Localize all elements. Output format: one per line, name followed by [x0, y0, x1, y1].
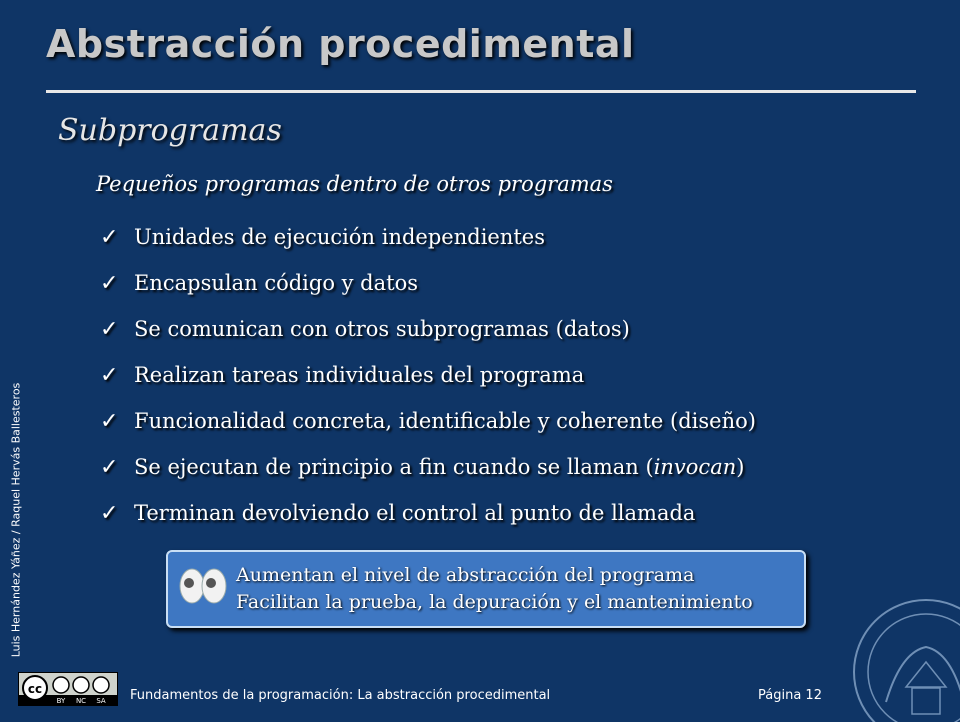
checkmark-icon: ✓ — [100, 270, 119, 296]
bullet-text-start: Se ejecutan de principio a fin cuando se llaman ( — [134, 455, 654, 479]
bullet-item — [100, 214, 756, 260]
university-seal-watermark — [846, 592, 960, 722]
checkmark-icon: ✓ — [100, 454, 119, 480]
bullet-text — [134, 455, 744, 479]
lead-text: Pequeños programas dentro de otros programas — [96, 172, 613, 196]
bullet-item — [100, 306, 756, 352]
bullet-item — [100, 352, 756, 398]
bullet-text-italic: invocan — [653, 455, 737, 479]
slide-subtitle: Subprogramas — [58, 113, 282, 148]
checkmark-icon: ✓ — [100, 316, 119, 342]
bullet-text: Encapsulan código y datos — [134, 271, 419, 295]
license-cc-label: cc — [27, 682, 43, 696]
bullet-list — [100, 214, 756, 536]
slide-title: Abstracción procedimental — [46, 22, 635, 66]
checkmark-icon: ✓ — [100, 500, 119, 526]
title-divider — [46, 90, 916, 93]
author-credit-text: Luis Hernández Yáñez / Raquel Hervás Ballesteros — [9, 382, 23, 658]
bullet-item — [100, 398, 756, 444]
callout-box — [166, 550, 806, 628]
bullet-text: Funcionalidad concreta, identificable y coherente (diseño) — [134, 409, 756, 433]
page-number: Página 12 — [758, 688, 822, 703]
footer-course: Fundamentos de la programación: La abstracción procedimental — [130, 688, 551, 703]
bullet-text-end: ) — [736, 455, 745, 479]
checkmark-icon: ✓ — [100, 362, 119, 388]
eyes-icon — [178, 566, 228, 606]
bullet-item — [100, 260, 756, 306]
bullet-item — [100, 490, 756, 536]
bullet-text: Realizan tareas individuales del programa — [134, 363, 585, 387]
checkmark-icon: ✓ — [100, 224, 119, 250]
checkmark-icon: ✓ — [100, 408, 119, 434]
bullet-text: Terminan devolviendo el control al punto de llamada — [134, 501, 696, 525]
callout-line: Aumentan el nivel de abstracción del programa — [236, 564, 695, 586]
bullet-text: Se comunican con otros subprogramas (datos) — [134, 317, 630, 341]
callout-text — [236, 562, 753, 616]
bullet-item — [100, 444, 756, 490]
license-nc-label: NC — [75, 697, 87, 705]
license-by-label: BY — [56, 697, 66, 705]
callout-line: Facilitan la prueba, la depuración y el mantenimiento — [236, 591, 753, 613]
license-sa-label: SA — [96, 697, 106, 705]
author-credit — [4, 360, 28, 680]
bullet-text: Unidades de ejecución independientes — [134, 225, 546, 249]
creative-commons-license-icon — [18, 672, 118, 706]
